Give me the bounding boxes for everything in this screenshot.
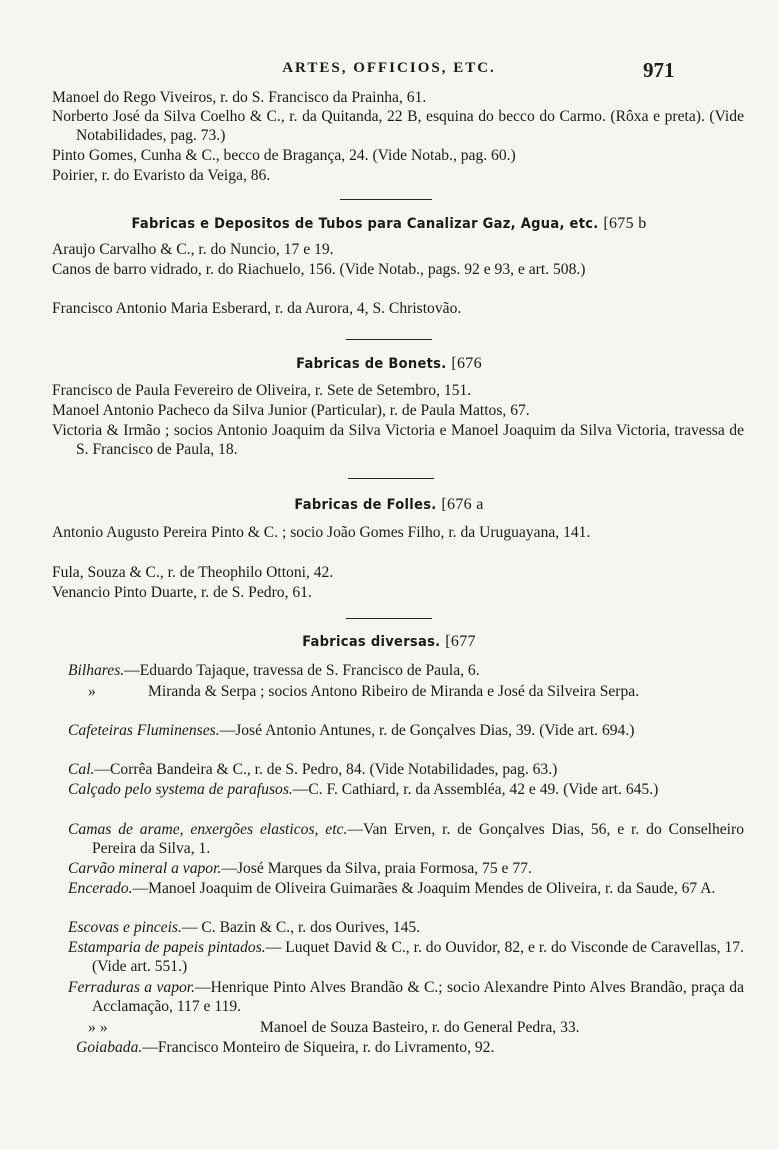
list-item (68, 918, 744, 937)
ditto-mark: » » (88, 1019, 108, 1036)
list-item: Manoel Antonio Pacheco da Silva Junior (Particular), r. de Paula Mattos, 67. (52, 402, 530, 419)
entry-label: Goiabada. (76, 1039, 143, 1056)
entry-text: Miranda & Serpa ; socios Antono Ribeiro de Miranda e José da Silveira Serpa. (148, 683, 640, 700)
list-item: Canos de barro vidrado, r. do Riachuelo, 156. (Vide Notab., pags. 92 e 93, e art. 508.) (52, 261, 586, 278)
page-number: 971 (643, 58, 675, 82)
entry-text: Manoel de Souza Basteiro, r. do General Pedra, 33. (260, 1019, 580, 1036)
section-heading (0, 633, 778, 651)
entry-text: —José Marques da Silva, praia Formosa, 75 e 77. (221, 860, 532, 877)
section-divider (346, 339, 432, 340)
list-item: Francisco de Paula Fevereiro de Oliveira, r. Sete de Setembro, 151. (52, 382, 472, 399)
entry-text: —Francisco Monteiro de Siqueira, r. do Livramento, 92. (142, 1039, 495, 1056)
list-item (68, 978, 744, 1016)
entry-label: Camas de arame, enxergões elasticos, etc. (68, 821, 348, 838)
section-ref: [676 (451, 355, 482, 372)
section-ref: [676 a (441, 496, 484, 513)
section-divider (340, 199, 432, 200)
section-heading (0, 215, 778, 233)
entry-text: —Corrêa Bandeira & C., r. de S. Pedro, 84. (Vide Notabilidades, pag. 63.) (94, 761, 558, 778)
list-item: Pinto Gomes, Cunha & C., becco de Bragança, 24. (Vide Notab., pag. 60.) (52, 147, 516, 164)
section-divider (348, 478, 434, 479)
entry-label: Cafeteiras Fluminenses. (68, 722, 220, 739)
section-title: Fabricas diversas. (302, 634, 441, 650)
list-item (68, 938, 744, 976)
list-item (68, 820, 744, 858)
entry-label: Estamparia de papeis pintados. (68, 939, 266, 956)
list-item (68, 721, 744, 740)
section-ref: [675 b (603, 215, 647, 232)
entry-text: —Manoel Joaquim de Oliveira Guimarães & Joaquim Mendes de Oliveira, r. da Saude, 67 A. (132, 880, 716, 897)
entry-label: Escovas e pinceis. (68, 919, 182, 936)
ditto-mark: » (88, 683, 96, 700)
list-item: Manoel do Rego Viveiros, r. do S. Francisco da Prainha, 61. (52, 89, 427, 106)
running-head: ARTES, OFFICIOS, ETC. (282, 60, 496, 76)
list-item: Antonio Augusto Pereira Pinto & C. ; socio João Gomes Filho, r. da Uruguayana, 141. (52, 524, 591, 541)
section-heading (0, 355, 778, 373)
entry-label: Cal. (68, 761, 95, 778)
list-item (68, 760, 744, 779)
list-item (68, 859, 744, 878)
entry-label: Ferraduras a vapor. (68, 979, 196, 996)
section-title: Fabricas de Folles. (294, 497, 437, 513)
entry-label: Bilhares. (68, 662, 125, 679)
section-ref: [677 (445, 633, 476, 650)
entry-text: —C. F. Cathiard, r. da Assembléa, 42 e 49. (Vide art. 645.) (292, 781, 659, 798)
list-item: Poirier, r. do Evaristo da Veiga, 86. (52, 167, 271, 184)
section-heading (0, 496, 778, 514)
entry-label: Calçado pelo systema de parafusos. (68, 781, 293, 798)
entry-text: — C. Bazin & C., r. dos Ourives, 145. (181, 919, 421, 936)
section-title: Fabricas de Bonets. (296, 356, 447, 372)
section-divider (346, 618, 432, 619)
list-item (68, 780, 744, 799)
list-item (76, 1038, 744, 1057)
entry-label: Carvão mineral a vapor. (68, 860, 222, 877)
list-item (68, 879, 744, 898)
list-item (68, 661, 744, 680)
list-item (88, 1018, 720, 1037)
entry-text: —José Antonio Antunes, r. de Gonçalves Dias, 39. (Vide art. 694.) (219, 722, 635, 739)
entry-label: Encerado. (68, 880, 133, 897)
entry-text: — Luquet David & C., r. do Ouvidor, 82, e r. do Visconde de Caravellas, 17. (Vide art. 551.) (92, 939, 744, 975)
section-title: Fabricas e Depositos de Tubos para Canalizar Gaz, Agua, etc. (131, 216, 599, 232)
list-item (88, 682, 778, 701)
entry-text: —Henrique Pinto Alves Brandão & C.; socio Alexandre Pinto Alves Brandão, praça da Acclamação, 117 e 119. (92, 979, 744, 1015)
list-item: Victoria & Irmão ; socios Antonio Joaquim da Silva Victoria e Manoel Joaquim da Silva Victoria, travessa de S. Francisco de Paula, 18. (52, 422, 744, 458)
list-item: Araujo Carvalho & C., r. do Nuncio, 17 e 19. (52, 241, 334, 258)
list-item: Venancio Pinto Duarte, r. de S. Pedro, 61. (52, 584, 312, 601)
list-item: Norberto José da Silva Coelho & C., r. da Quitanda, 22 B, esquina do becco do Carmo. (Rôxa e preta). (Vide Notabilidades, pag. 73.) (52, 108, 744, 144)
entry-text: —Eduardo Tajaque, travessa de S. Francisco de Paula, 6. (124, 662, 480, 679)
entry-text: —Van Erven, r. de Gonçalves Dias, 56, e r. do Conselheiro Pereira da Silva, 1. (92, 821, 744, 857)
list-item: Francisco Antonio Maria Esberard, r. da Aurora, 4, S. Christovão. (52, 300, 462, 317)
list-item: Fula, Souza & C., r. de Theophilo Ottoni, 42. (52, 564, 334, 581)
